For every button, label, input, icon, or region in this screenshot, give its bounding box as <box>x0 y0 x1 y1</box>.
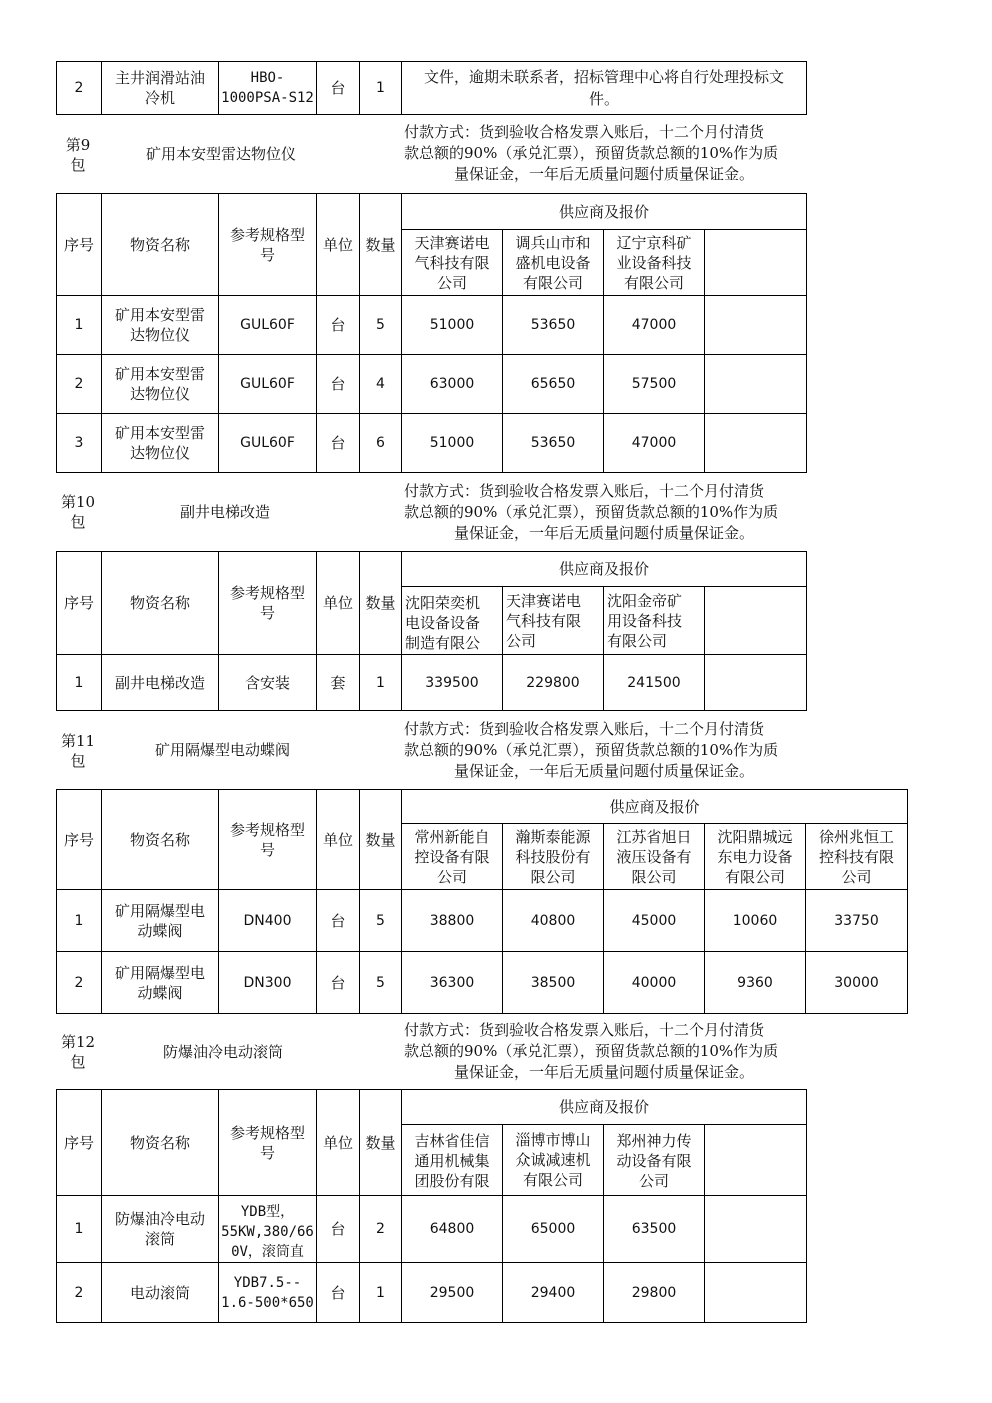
supplier-name: 沈阳金帝矿 用设备科技 有限公司 <box>604 587 705 655</box>
payment-line: 付款方式：货到验收合格发票入账后，十二个月付清货 <box>404 1021 765 1039</box>
price-cell: 33750 <box>806 890 908 952</box>
item-spec: YDB型， 55KW,380/66 0V，滚筒直 <box>219 1196 317 1263</box>
item-unit: 台 <box>317 1196 360 1263</box>
table-row <box>57 355 807 414</box>
item-name: 矿用隔爆型电 动蝶阀 <box>102 890 219 952</box>
payment-line: 量保证金，一年后无质量问题付质量保证金。 <box>453 1063 754 1081</box>
item-unit: 台 <box>317 62 360 115</box>
price-cell: 38500 <box>503 952 604 1014</box>
header-qty: 数量 <box>360 1090 402 1196</box>
item-unit: 台 <box>317 414 360 473</box>
header-supplier-group: 供应商及报价 <box>402 552 807 587</box>
header-name: 物资名称 <box>102 1090 219 1196</box>
header-index: 序号 <box>57 790 102 890</box>
supplier-name <box>705 587 807 655</box>
price-cell: 57500 <box>604 355 705 414</box>
supplier-name: 江苏省旭日 液压设备有 限公司 <box>604 824 705 890</box>
supplier-name <box>705 230 807 296</box>
price-cell: 339500 <box>402 655 503 711</box>
row-index: 1 <box>57 890 102 952</box>
supplier-name: 天津赛诺电 气科技有限 公司 <box>402 230 503 296</box>
package-11-table <box>56 789 908 1014</box>
supplier-name: 沈阳荣奕机 电设备设备 制造有限公 <box>402 587 503 655</box>
supplier-name: 淄博市博山 众诚减速机 有限公司 <box>503 1125 604 1196</box>
payment-terms <box>404 719 804 782</box>
table-row <box>57 655 807 711</box>
supplier-name: 吉林省佳信 通用机械集 团股份有限 <box>402 1125 503 1196</box>
package-number: 第12 包 <box>60 1033 96 1071</box>
item-spec: DN400 <box>219 890 317 952</box>
package-name: 防爆油冷电动滚筒 <box>163 1043 284 1061</box>
price-cell: 63500 <box>604 1196 705 1263</box>
item-name: 电动滚筒 <box>102 1263 219 1323</box>
supplier-name: 郑州神力传 动设备有限 公司 <box>604 1125 705 1196</box>
payment-line: 付款方式：货到验收合格发票入账后，十二个月付清货 <box>404 123 765 141</box>
item-unit: 台 <box>317 355 360 414</box>
table-row <box>57 890 908 952</box>
header-name: 物资名称 <box>102 552 219 655</box>
item-qty: 2 <box>360 1196 402 1263</box>
header-unit: 单位 <box>317 552 360 655</box>
item-qty: 1 <box>360 62 402 115</box>
price-cell: 229800 <box>503 655 604 711</box>
row-index: 1 <box>57 655 102 711</box>
price-cell: 29400 <box>503 1263 604 1323</box>
row-index: 1 <box>57 1196 102 1263</box>
price-cell: 65650 <box>503 355 604 414</box>
header-supplier-group: 供应商及报价 <box>402 790 908 824</box>
item-spec: HBO- 1000PSA-S12 <box>219 62 317 115</box>
package-number: 第10 包 <box>60 493 96 531</box>
table-row <box>57 296 807 355</box>
payment-line: 付款方式：货到验收合格发票入账后，十二个月付清货 <box>404 482 765 500</box>
row-index: 1 <box>57 296 102 355</box>
table-row <box>57 414 807 473</box>
payment-line: 款总额的90%（承兑汇票），预留货款总额的10%作为质 <box>404 144 779 162</box>
price-cell <box>705 1263 807 1323</box>
price-cell: 53650 <box>503 296 604 355</box>
header-supplier-group: 供应商及报价 <box>402 194 807 230</box>
payment-terms <box>404 1020 804 1083</box>
price-cell <box>705 296 807 355</box>
item-unit: 台 <box>317 952 360 1014</box>
item-name: 副井电梯改造 <box>102 655 219 711</box>
item-qty: 1 <box>360 1263 402 1323</box>
supplier-name: 瀚斯泰能源 科技股份有 限公司 <box>503 824 604 890</box>
package-number: 第9 包 <box>65 136 91 174</box>
supplier-name <box>705 1125 807 1196</box>
item-qty: 5 <box>360 296 402 355</box>
payment-terms <box>404 481 804 544</box>
price-cell: 65000 <box>503 1196 604 1263</box>
payment-line: 量保证金，一年后无质量问题付质量保证金。 <box>453 762 754 780</box>
header-qty: 数量 <box>360 194 402 296</box>
row-index: 2 <box>57 355 102 414</box>
item-spec: 含安装 <box>219 655 317 711</box>
header-index: 序号 <box>57 552 102 655</box>
table-row <box>57 1263 807 1323</box>
notice-text: 文件，逾期未联系者，招标管理中心将自行处理投标文 件。 <box>402 62 807 115</box>
top-continuation-table <box>56 61 807 115</box>
payment-terms <box>404 122 804 185</box>
table-row <box>57 1196 807 1263</box>
item-unit: 台 <box>317 296 360 355</box>
row-index: 2 <box>57 62 102 115</box>
header-supplier-group: 供应商及报价 <box>402 1090 807 1125</box>
price-cell <box>705 355 807 414</box>
header-spec: 参考规格型 号 <box>219 552 317 655</box>
price-cell: 241500 <box>604 655 705 711</box>
payment-line: 款总额的90%（承兑汇票），预留货款总额的10%作为质 <box>404 503 779 521</box>
price-cell: 47000 <box>604 414 705 473</box>
supplier-name: 徐州兆恒工 控科技有限 公司 <box>806 824 908 890</box>
item-unit: 台 <box>317 890 360 952</box>
price-cell: 47000 <box>604 296 705 355</box>
row-index: 2 <box>57 1263 102 1323</box>
price-cell: 51000 <box>402 414 503 473</box>
package-name: 矿用本安型雷达物位仪 <box>146 145 297 163</box>
item-spec: YDB7.5-- 1.6-500*650 <box>219 1263 317 1323</box>
header-unit: 单位 <box>317 1090 360 1196</box>
price-cell: 45000 <box>604 890 705 952</box>
price-cell: 64800 <box>402 1196 503 1263</box>
row-index: 3 <box>57 414 102 473</box>
header-unit: 单位 <box>317 194 360 296</box>
header-spec: 参考规格型 号 <box>219 194 317 296</box>
header-name: 物资名称 <box>102 790 219 890</box>
header-name: 物资名称 <box>102 194 219 296</box>
package-name: 矿用隔爆型电动蝶阀 <box>155 741 291 759</box>
package-10-table <box>56 551 807 711</box>
item-name: 防爆油冷电动 滚筒 <box>102 1196 219 1263</box>
payment-line: 量保证金，一年后无质量问题付质量保证金。 <box>453 524 754 542</box>
item-name: 矿用本安型雷 达物位仪 <box>102 355 219 414</box>
payment-line: 量保证金，一年后无质量问题付质量保证金。 <box>453 165 754 183</box>
header-spec: 参考规格型 号 <box>219 1090 317 1196</box>
item-qty: 4 <box>360 355 402 414</box>
item-spec: GUL60F <box>219 296 317 355</box>
package-9-table <box>56 193 807 473</box>
price-cell: 38800 <box>402 890 503 952</box>
price-cell <box>705 655 807 711</box>
header-index: 序号 <box>57 1090 102 1196</box>
price-cell: 63000 <box>402 355 503 414</box>
package-name: 副井电梯改造 <box>180 503 271 521</box>
item-qty: 5 <box>360 952 402 1014</box>
item-name: 主井润滑站油 冷机 <box>102 62 219 115</box>
package-12-table <box>56 1089 807 1323</box>
price-cell: 9360 <box>705 952 806 1014</box>
table-row <box>57 952 908 1014</box>
price-cell: 10060 <box>705 890 806 952</box>
item-spec: DN300 <box>219 952 317 1014</box>
item-spec: GUL60F <box>219 414 317 473</box>
price-cell: 30000 <box>806 952 908 1014</box>
item-name: 矿用本安型雷 达物位仪 <box>102 296 219 355</box>
payment-line: 款总额的90%（承兑汇票），预留货款总额的10%作为质 <box>404 1042 779 1060</box>
price-cell: 53650 <box>503 414 604 473</box>
row-index: 2 <box>57 952 102 1014</box>
header-index: 序号 <box>57 194 102 296</box>
price-cell: 40800 <box>503 890 604 952</box>
item-name: 矿用本安型雷 达物位仪 <box>102 414 219 473</box>
price-cell <box>705 414 807 473</box>
item-spec: GUL60F <box>219 355 317 414</box>
price-cell: 51000 <box>402 296 503 355</box>
package-number: 第11 包 <box>60 732 96 770</box>
item-qty: 5 <box>360 890 402 952</box>
header-qty: 数量 <box>360 790 402 890</box>
item-name: 矿用隔爆型电 动蝶阀 <box>102 952 219 1014</box>
item-qty: 6 <box>360 414 402 473</box>
item-qty: 1 <box>360 655 402 711</box>
header-unit: 单位 <box>317 790 360 890</box>
header-spec: 参考规格型 号 <box>219 790 317 890</box>
supplier-name: 常州新能自 控设备有限 公司 <box>402 824 503 890</box>
supplier-name: 天津赛诺电 气科技有限 公司 <box>503 587 604 655</box>
payment-line: 付款方式：货到验收合格发票入账后，十二个月付清货 <box>404 720 765 738</box>
supplier-name: 调兵山市和 盛机电设备 有限公司 <box>503 230 604 296</box>
item-unit: 套 <box>317 655 360 711</box>
supplier-name: 辽宁京科矿 业设备科技 有限公司 <box>604 230 705 296</box>
payment-line: 款总额的90%（承兑汇票），预留货款总额的10%作为质 <box>404 741 779 759</box>
price-cell: 36300 <box>402 952 503 1014</box>
price-cell: 29800 <box>604 1263 705 1323</box>
supplier-name: 沈阳鼎城远 东电力设备 有限公司 <box>705 824 806 890</box>
item-unit: 台 <box>317 1263 360 1323</box>
price-cell: 29500 <box>402 1263 503 1323</box>
price-cell: 40000 <box>604 952 705 1014</box>
price-cell <box>705 1196 807 1263</box>
header-qty: 数量 <box>360 552 402 655</box>
